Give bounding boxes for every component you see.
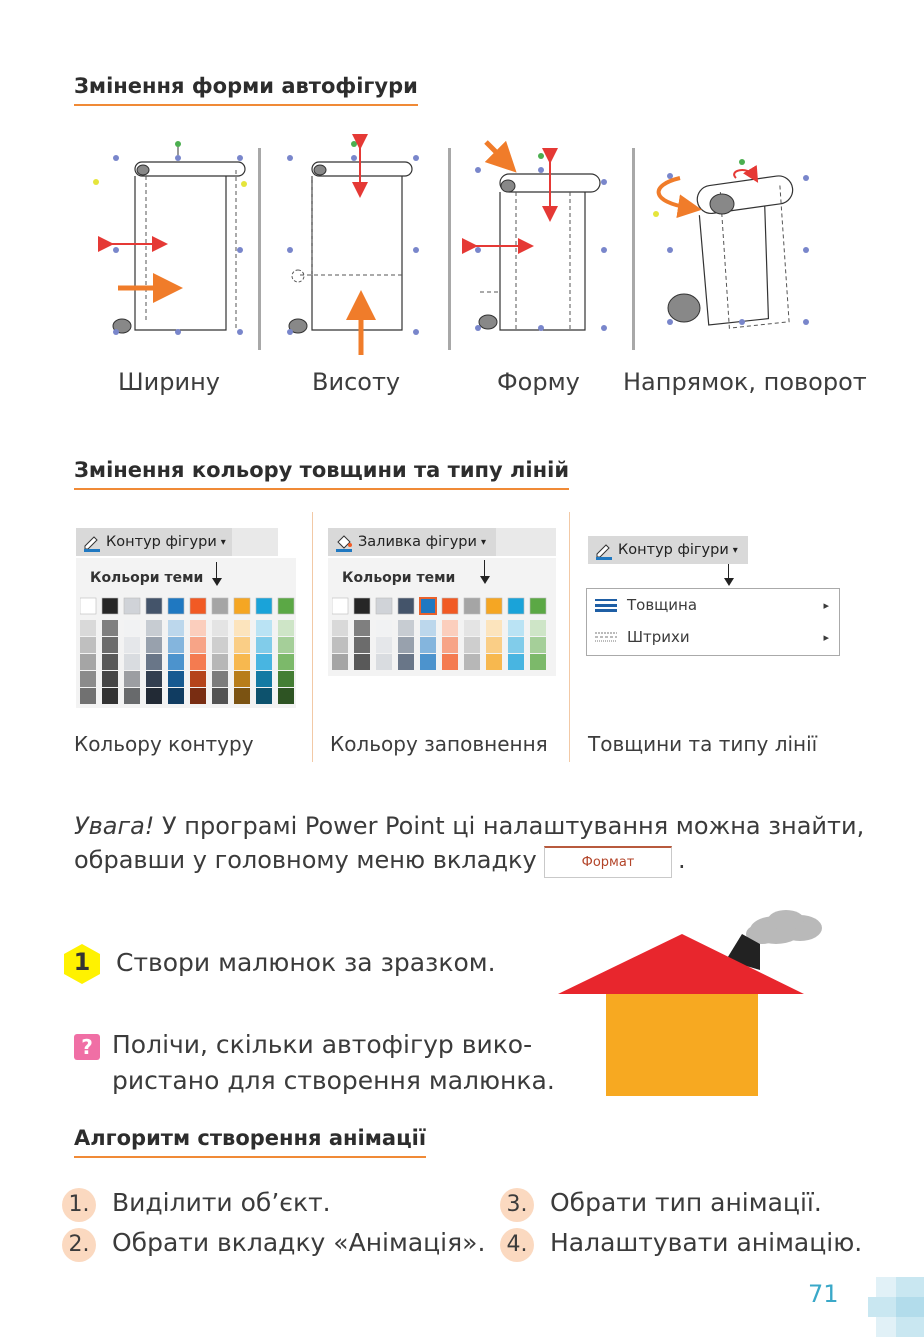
fill-color-palette[interactable] — [332, 596, 554, 680]
chevron-down-icon: ▾ — [480, 536, 486, 548]
swatch[interactable] — [508, 637, 524, 653]
swatch-top[interactable] — [354, 598, 370, 614]
swatch[interactable] — [102, 671, 118, 687]
swatch-top[interactable] — [398, 598, 414, 614]
step-2-text: Обрати вкладку «Анімація». — [112, 1228, 486, 1257]
chevron-down-icon: ▾ — [220, 536, 226, 548]
swatch[interactable] — [278, 688, 294, 704]
swatch[interactable] — [146, 671, 162, 687]
fill-button-label: Заливка фігури — [358, 534, 477, 550]
caption-width: Ширину — [118, 368, 220, 396]
swatch-top[interactable] — [212, 598, 228, 614]
section-heading-animation: Алгоритм створення анімації — [74, 1126, 426, 1158]
outline-button-3[interactable] — [588, 536, 748, 564]
scroll-form-figure — [470, 142, 607, 331]
swatch-top[interactable] — [256, 598, 272, 614]
swatch[interactable] — [234, 637, 250, 653]
swatch[interactable] — [464, 620, 480, 636]
swatch[interactable] — [398, 620, 414, 636]
chevron-down-icon: ▾ — [732, 544, 738, 556]
swatch[interactable] — [530, 620, 546, 636]
format-tab[interactable] — [544, 846, 672, 878]
swatch[interactable] — [234, 671, 250, 687]
swatch[interactable] — [102, 688, 118, 704]
swatch[interactable] — [80, 688, 96, 704]
section-heading-shape: Змінення форми автофігури — [74, 74, 418, 106]
swatch[interactable] — [80, 637, 96, 653]
swatch-top[interactable] — [332, 598, 348, 614]
swatch-top[interactable] — [146, 598, 162, 614]
swatch[interactable] — [486, 637, 502, 653]
swatch[interactable] — [212, 654, 228, 670]
swatch[interactable] — [278, 654, 294, 670]
swatch[interactable] — [102, 637, 118, 653]
outline-color-palette[interactable] — [80, 596, 302, 710]
swatch[interactable] — [212, 620, 228, 636]
swatch-top[interactable] — [234, 598, 250, 614]
swatch-top[interactable] — [508, 598, 524, 614]
swatch-top[interactable] — [168, 598, 184, 614]
pen-icon — [82, 532, 102, 552]
scroll-figures — [0, 130, 924, 490]
swatch-top[interactable] — [486, 598, 502, 614]
swatch-top[interactable] — [442, 598, 458, 614]
swatch[interactable] — [256, 637, 272, 653]
swatch[interactable] — [190, 688, 206, 704]
swatch[interactable] — [486, 654, 502, 670]
swatch[interactable] — [332, 620, 348, 636]
swatch[interactable] — [212, 688, 228, 704]
question-badge-label: ? — [81, 1035, 93, 1059]
swatch[interactable] — [124, 688, 140, 704]
step-4-number: 4. — [500, 1228, 534, 1262]
swatch[interactable] — [420, 637, 436, 653]
house-drawing — [554, 908, 834, 1098]
outline-button-label: Контур фігури — [106, 534, 217, 550]
swatch[interactable] — [464, 654, 480, 670]
swatch[interactable] — [508, 654, 524, 670]
swatch[interactable] — [146, 654, 162, 670]
swatch[interactable] — [530, 637, 546, 653]
swatch-top[interactable] — [278, 598, 294, 614]
step-4-text: Налаштувати анімацію. — [550, 1228, 863, 1257]
swatch[interactable] — [124, 654, 140, 670]
swatch-top[interactable] — [124, 598, 140, 614]
swatch[interactable] — [354, 654, 370, 670]
note-text-1: У програмі Power Point ці налаштування можна знайти, — [154, 812, 865, 840]
caption-line-style: Товщини та типу лінії — [588, 732, 818, 756]
swatch[interactable] — [190, 654, 206, 670]
pen-icon — [594, 540, 614, 560]
menu-item-weight-label: Товщина — [627, 596, 698, 614]
swatch[interactable] — [354, 620, 370, 636]
outline-button[interactable] — [76, 528, 232, 556]
swatch[interactable] — [486, 620, 502, 636]
theme-colors-label-2: Кольори теми — [342, 570, 456, 586]
question-line-2: ристано для створення малюнка. — [112, 1066, 555, 1095]
fill-button[interactable] — [328, 528, 496, 556]
note-line-2 — [74, 846, 537, 874]
swatch[interactable] — [80, 671, 96, 687]
caption-fill-color: Кольору заповнення — [330, 732, 548, 756]
swatch[interactable] — [146, 637, 162, 653]
swatch[interactable] — [256, 654, 272, 670]
swatch[interactable] — [102, 620, 118, 636]
step-1-text: Виділити об’єкт. — [112, 1188, 331, 1217]
caption-form: Форму — [497, 368, 580, 396]
note-emphasis: Увага! — [74, 812, 155, 840]
swatch[interactable] — [256, 671, 272, 687]
question-badge — [74, 1034, 100, 1060]
question-line-1: Полічи, скільки автофігур вико- — [112, 1030, 533, 1059]
swatch[interactable] — [442, 637, 458, 653]
line-style-menu — [586, 588, 840, 656]
swatch[interactable] — [212, 671, 228, 687]
swatch-top[interactable] — [464, 598, 480, 614]
swatch[interactable] — [80, 620, 96, 636]
theme-colors-label: Кольори теми — [90, 570, 204, 586]
swatch[interactable] — [212, 637, 228, 653]
step-3-number: 3. — [500, 1188, 534, 1222]
swatch[interactable] — [190, 637, 206, 653]
caption-height: Висоту — [312, 368, 401, 396]
swatch[interactable] — [190, 620, 206, 636]
swatch[interactable] — [398, 637, 414, 653]
swatch-top[interactable] — [376, 598, 392, 614]
page-number: 71 — [808, 1280, 839, 1308]
swatch[interactable] — [420, 620, 436, 636]
swatch-top[interactable] — [530, 598, 546, 614]
swatch[interactable] — [234, 688, 250, 704]
swatch[interactable] — [124, 671, 140, 687]
swatch[interactable] — [168, 654, 184, 670]
swatch[interactable] — [234, 620, 250, 636]
swatch[interactable] — [190, 671, 206, 687]
note-text-2: обравши у головному меню вкладку — [74, 846, 537, 874]
house-wall — [606, 994, 758, 1096]
swatch-top[interactable] — [102, 598, 118, 614]
swatch[interactable] — [442, 620, 458, 636]
caption-direction: Напрямок, поворот — [623, 368, 867, 396]
scroll-width-figure — [93, 141, 247, 335]
swatch[interactable] — [168, 637, 184, 653]
outline-button-label-3: Контур фігури — [618, 542, 729, 558]
swatch[interactable] — [442, 654, 458, 670]
swatch[interactable] — [420, 654, 436, 670]
swatch[interactable] — [332, 637, 348, 653]
swatch[interactable] — [256, 620, 272, 636]
step-1-number: 1. — [62, 1188, 96, 1222]
swatch[interactable] — [256, 688, 272, 704]
task-text: Створи малюнок за зразком. — [116, 948, 496, 977]
swatch-top[interactable] — [80, 598, 96, 614]
step-3-text: Обрати тип анімації. — [550, 1188, 822, 1217]
chevron-right-icon: ▸ — [823, 598, 829, 612]
menu-item-dashes[interactable] — [587, 621, 839, 653]
swatch[interactable] — [146, 620, 162, 636]
swatch[interactable] — [102, 654, 118, 670]
step-2-number: 2. — [62, 1228, 96, 1262]
swatch[interactable] — [124, 637, 140, 653]
swatch[interactable] — [168, 688, 184, 704]
swatch[interactable] — [234, 654, 250, 670]
scroll-height-figure — [287, 141, 419, 355]
swatch[interactable] — [332, 654, 348, 670]
caption-outline-color: Кольору контуру — [74, 732, 254, 756]
smoke-cloud — [746, 910, 822, 944]
swatch[interactable] — [376, 637, 392, 653]
swatch[interactable] — [464, 637, 480, 653]
dash-style-icon — [595, 630, 617, 644]
scroll-rotate-figure — [653, 159, 811, 333]
swatch[interactable] — [146, 688, 162, 704]
swatch[interactable] — [376, 620, 392, 636]
format-tab-label: Формат — [581, 855, 635, 870]
swatch[interactable] — [398, 654, 414, 670]
swatch[interactable] — [80, 654, 96, 670]
swatch[interactable] — [530, 654, 546, 670]
swatch[interactable] — [168, 620, 184, 636]
corner-decoration — [868, 1277, 924, 1337]
menu-item-weight[interactable] — [587, 589, 839, 621]
menu-item-dashes-label: Штрихи — [627, 628, 690, 646]
swatch[interactable] — [354, 637, 370, 653]
swatch[interactable] — [508, 620, 524, 636]
chevron-right-icon: ▸ — [823, 630, 829, 644]
swatch[interactable] — [278, 671, 294, 687]
paint-bucket-icon — [334, 532, 354, 552]
line-weight-icon — [595, 598, 617, 612]
swatch-top[interactable] — [190, 598, 206, 614]
swatch[interactable] — [376, 654, 392, 670]
note-end: . — [678, 846, 686, 874]
section-heading-color: Змінення кольору товщини та типу ліній — [74, 458, 569, 490]
note-line-1 — [74, 812, 864, 840]
swatch[interactable] — [278, 637, 294, 653]
swatch[interactable] — [124, 620, 140, 636]
task-badge-number: 1 — [73, 948, 91, 976]
swatch[interactable] — [168, 671, 184, 687]
swatch[interactable] — [278, 620, 294, 636]
swatch-top[interactable] — [420, 598, 436, 614]
